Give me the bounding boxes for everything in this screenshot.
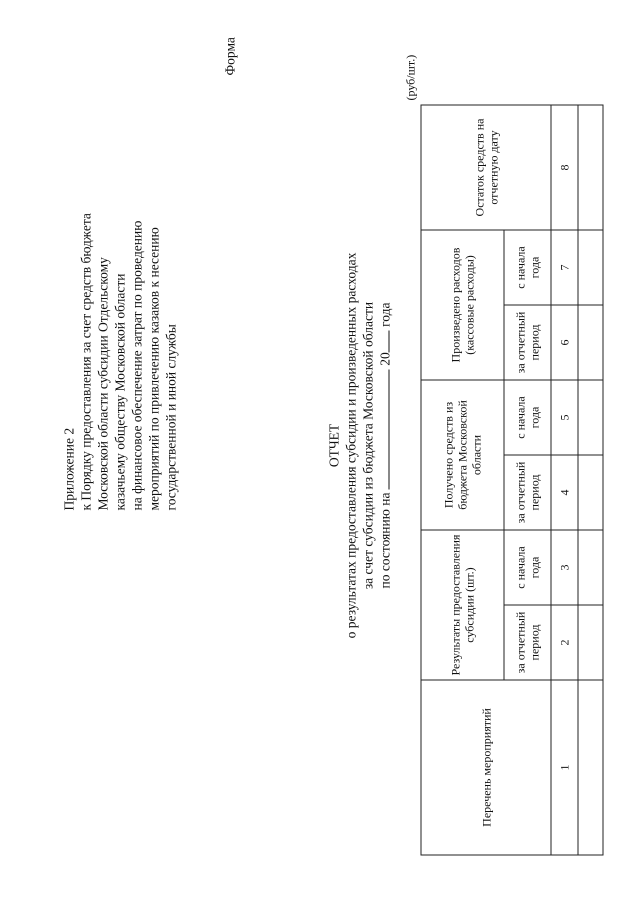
report-subtitle: о результатах предоставления субсидии и произведенных расходах xyxy=(343,252,358,638)
table-cell xyxy=(578,680,603,855)
subheader-year: с начала года xyxy=(504,230,551,305)
report-table xyxy=(420,104,603,855)
header-events: Перечень мероприятий xyxy=(421,680,551,855)
table-cell xyxy=(578,305,603,380)
header-spent: Произведено расходов (кассовые расходы) xyxy=(421,230,504,380)
table-empty-row xyxy=(578,105,603,855)
date-year-prefix: 20 xyxy=(377,351,392,366)
table-number-row xyxy=(551,105,578,855)
table-cell xyxy=(578,605,603,680)
column-number: 5 xyxy=(551,380,578,455)
appendix-line: казачьему обществу Московской области xyxy=(112,272,127,510)
report-subtitle: за счет субсидии из бюджета Московской области xyxy=(360,301,375,589)
table-cell xyxy=(578,230,603,305)
date-suffix: года xyxy=(377,301,392,327)
report-heading xyxy=(325,55,393,835)
subheader-period: за отчетный период xyxy=(504,605,551,680)
header-results: Результаты предоставления субсидии (шт.) xyxy=(421,530,504,680)
report-date-line xyxy=(376,55,393,835)
table-cell xyxy=(578,455,603,530)
appendix-line: мероприятий по привлечению казаков к несению xyxy=(146,226,161,510)
form-label: Форма xyxy=(222,36,237,75)
date-prefix: по состоянию на xyxy=(377,492,392,589)
header-received: Получено средств из бюджета Московской области xyxy=(421,380,504,530)
table-cell xyxy=(578,530,603,605)
header-balance: Остаток средств на отчетную дату xyxy=(421,105,551,230)
subheader-period: за отчетный период xyxy=(504,305,551,380)
column-number: 4 xyxy=(551,455,578,530)
subheader-year: с начала года xyxy=(504,530,551,605)
appendix-line: к Порядку предоставления за счет средств бюджета xyxy=(78,212,93,510)
column-number: 3 xyxy=(551,530,578,605)
column-number: 2 xyxy=(551,605,578,680)
column-number: 8 xyxy=(551,105,578,230)
table-cell xyxy=(578,105,603,230)
year-blank xyxy=(376,330,389,352)
subheader-period: за отчетный период xyxy=(504,455,551,530)
appendix-line: на финансовое обеспечение затрат по проведению xyxy=(129,220,144,510)
table-header-row xyxy=(421,105,504,855)
report-title: ОТЧЕТ xyxy=(326,423,341,467)
subheader-year: с начала года xyxy=(504,380,551,455)
column-number: 6 xyxy=(551,305,578,380)
column-number: 1 xyxy=(551,680,578,855)
table-cell xyxy=(578,380,603,455)
appendix-line: государственной и иной службы xyxy=(163,323,178,510)
appendix-line: Московской области субсидии Отдельскому xyxy=(95,256,110,510)
date-blank xyxy=(376,369,389,489)
appendix-line: Приложение 2 xyxy=(61,427,76,510)
column-number: 7 xyxy=(551,230,578,305)
unit-label: (руб/шт.) xyxy=(403,54,417,100)
appendix-block xyxy=(60,30,179,510)
